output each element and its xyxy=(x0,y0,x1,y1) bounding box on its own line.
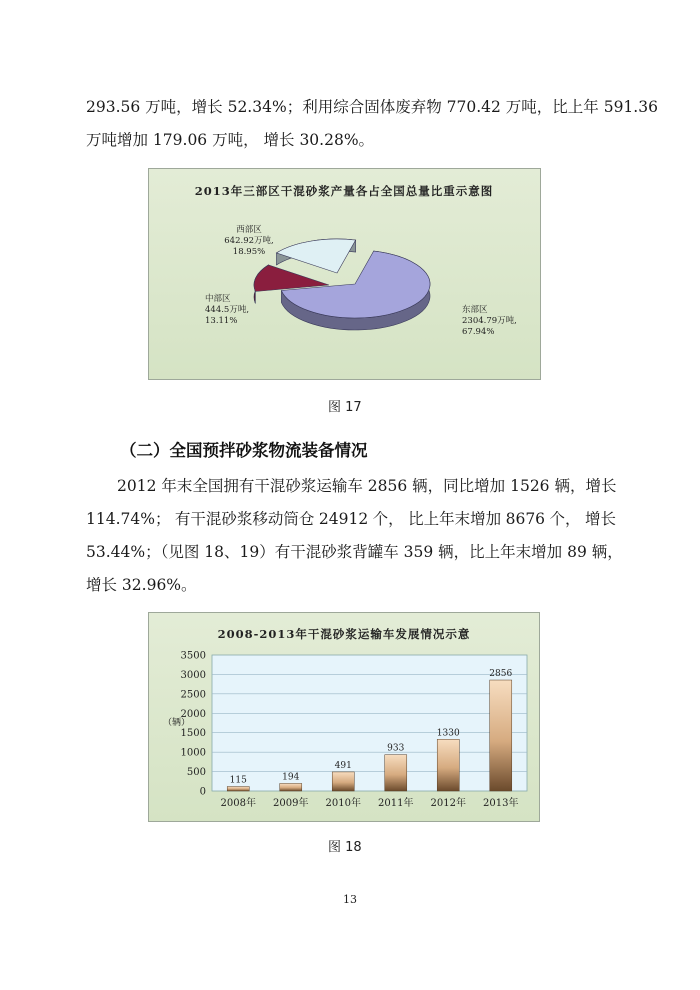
pie-slice-label: 中部区 xyxy=(205,294,231,304)
figure-caption: 图 17 xyxy=(328,400,362,415)
paragraph-line: 53.44%；（见图 18、19）有干混砂浆背罐车 359 辆，比上年末增加 89 辆， xyxy=(86,543,623,561)
bar-chart xyxy=(149,613,539,821)
paragraph-1 xyxy=(86,91,658,157)
y-tick-label: 3500 xyxy=(180,650,206,662)
chart-title: 2008-2013年干混砂浆运输车发展情况示意 xyxy=(217,627,471,641)
y-tick-label: 1500 xyxy=(180,728,206,740)
figure-caption: 图 18 xyxy=(328,840,362,855)
pie-slice xyxy=(276,239,355,273)
bar xyxy=(437,739,459,791)
bar xyxy=(332,772,354,791)
y-axis-label: （辆） xyxy=(163,718,191,728)
line-segment: 比上年末增加 xyxy=(408,510,502,528)
bar-value-label: 2856 xyxy=(489,669,513,680)
pie-slice-label: 642.92万吨, xyxy=(224,236,274,246)
bar xyxy=(490,680,512,791)
x-tick-label: 2012年 xyxy=(430,798,466,809)
x-tick-label: 2010年 xyxy=(325,798,361,809)
y-tick-label: 500 xyxy=(186,767,206,779)
paragraph-line: 万吨增加 179.06 万吨， 增长 30.28%。 xyxy=(86,131,375,149)
pie-slice-label: 444.5万吨, xyxy=(205,305,250,315)
y-tick-label: 3000 xyxy=(180,669,206,681)
line-segment: 个， xyxy=(549,510,581,528)
pie-chart-figure xyxy=(148,168,541,380)
line-segment: 有干混砂浆移动筒仓 xyxy=(174,510,315,528)
bar-value-label: 1330 xyxy=(436,728,460,739)
chart-title: 2013年三部区干混砂浆产量各占全国总量比重示意图 xyxy=(194,184,494,198)
x-tick-label: 2013年 xyxy=(483,798,519,809)
pie-slice-label: 13.11% xyxy=(205,316,238,326)
pie-slice-label: 2304.79万吨, xyxy=(462,316,517,326)
bar-chart-figure xyxy=(148,612,540,822)
pie-slice-label: 67.94% xyxy=(462,327,495,337)
paragraph-line: 增长 32.96%。 xyxy=(86,576,197,594)
pie-slice-label: 东部区 xyxy=(462,305,488,315)
x-tick-label: 2009年 xyxy=(273,798,309,809)
bar-value-label: 491 xyxy=(334,760,352,771)
y-tick-label: 2000 xyxy=(180,708,206,720)
pie-chart xyxy=(149,169,540,379)
bar-value-label: 194 xyxy=(282,772,300,783)
section-heading: （二）全国预拌砂浆物流装备情况 xyxy=(120,441,368,460)
paragraph-line: 293.56 万吨，增长 52.34%；利用综合固体废弃物 770.42 万吨，比上年 591.36 xyxy=(86,98,658,116)
pie-slice xyxy=(281,251,430,330)
line-segment: 个， xyxy=(372,510,404,528)
paragraph-line xyxy=(86,503,616,536)
plot-area xyxy=(212,655,527,791)
y-tick-label: 1000 xyxy=(180,747,206,759)
x-tick-label: 2011年 xyxy=(378,798,414,809)
pie-slice-label: 西部区 xyxy=(236,225,262,235)
line-segment: 24912 xyxy=(318,510,369,528)
bar xyxy=(280,783,302,791)
x-tick-label: 2008年 xyxy=(220,798,256,809)
y-tick-label: 2500 xyxy=(180,689,206,701)
bar-value-label: 115 xyxy=(229,775,247,786)
line-segment: 增长 xyxy=(584,510,616,528)
line-segment: 114.74%； xyxy=(86,510,171,528)
bar-value-label: 933 xyxy=(387,743,405,754)
bar xyxy=(385,755,407,791)
page-number: 13 xyxy=(343,893,357,906)
paragraph-line: 2012 年末全国拥有干混砂浆运输车 2856 辆，同比增加 1526 辆，增长 xyxy=(117,477,617,495)
paragraph-2 xyxy=(86,470,623,602)
line-segment: 8676 xyxy=(505,510,546,528)
pie-slice-label: 18.95% xyxy=(232,247,266,257)
bar xyxy=(227,787,249,791)
y-tick-label: 0 xyxy=(199,786,206,798)
